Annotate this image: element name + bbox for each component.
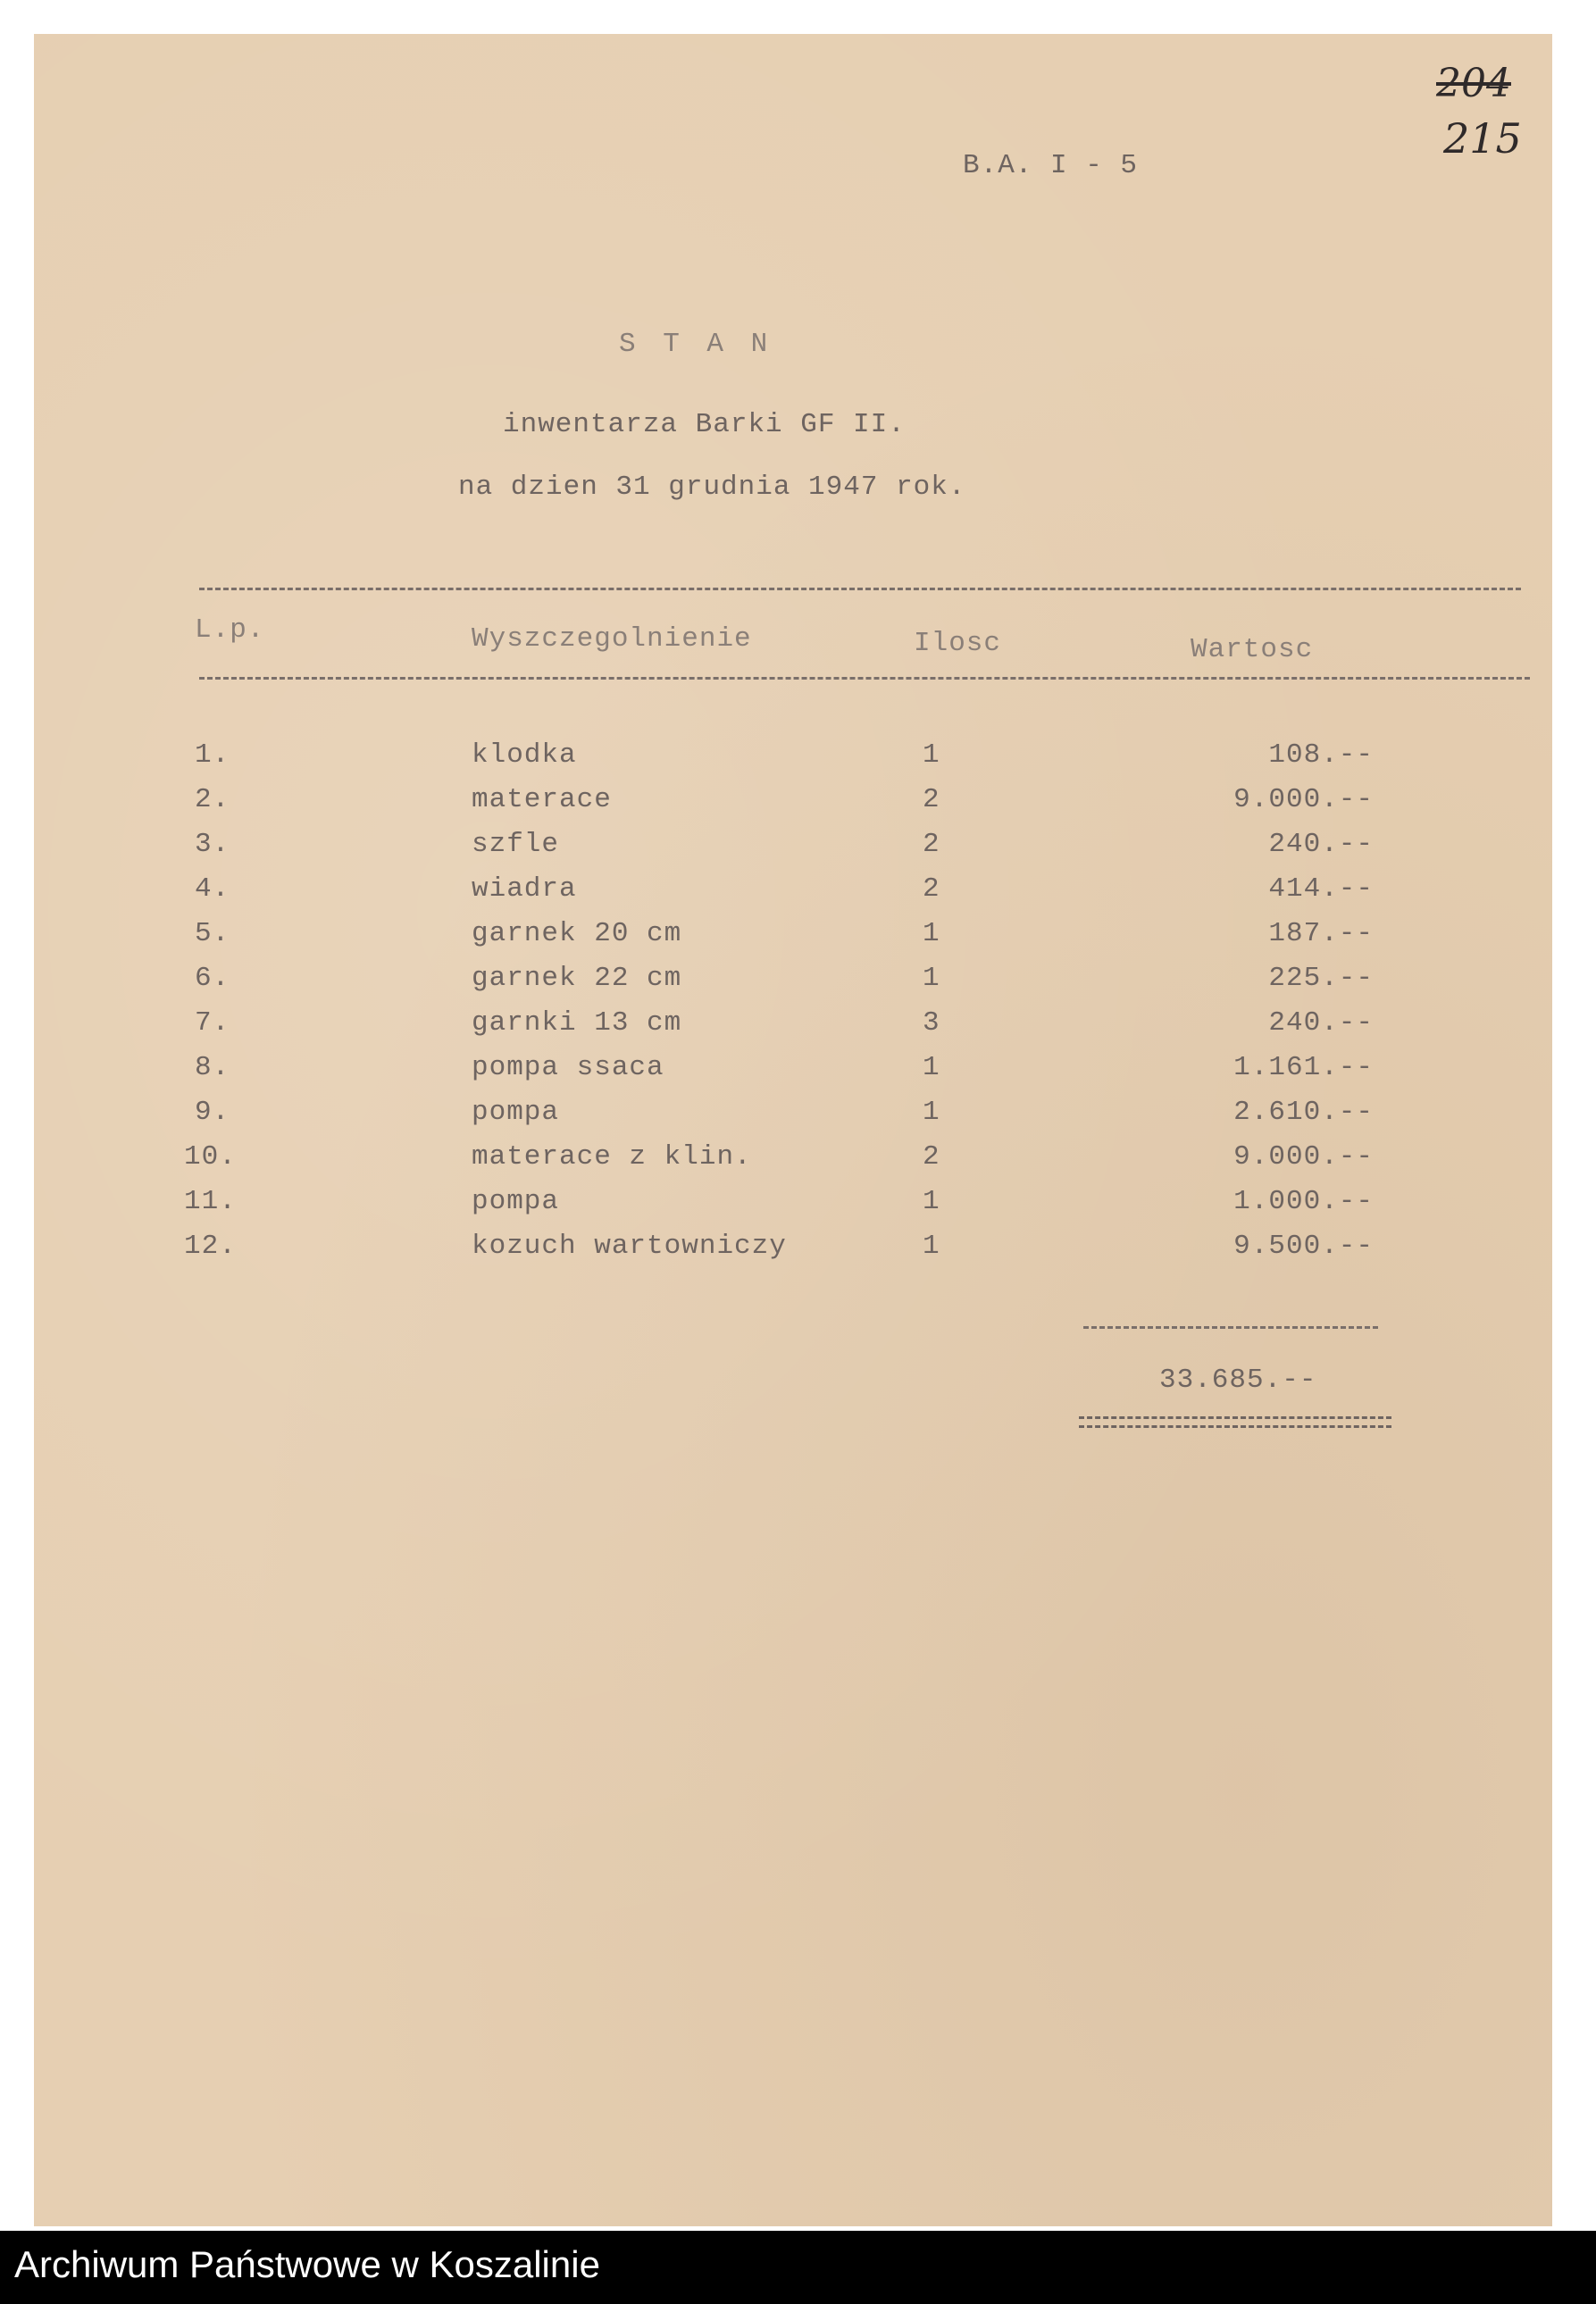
row-quantity: 1 [923, 918, 940, 949]
row-item-name: materace [472, 784, 612, 815]
table-row [34, 829, 1552, 873]
row-lp: 4. [195, 873, 230, 905]
row-item-name: pompa ssaca [472, 1052, 664, 1083]
row-item-name: materace z klin. [472, 1141, 752, 1173]
row-lp: 12. [184, 1231, 237, 1262]
row-value: 240.-- [1268, 829, 1374, 860]
row-value: 9.500.-- [1233, 1231, 1374, 1262]
table-row [34, 918, 1552, 963]
row-item-name: garnek 22 cm [472, 963, 682, 994]
row-item-name: pompa [472, 1186, 560, 1217]
row-lp: 3. [195, 829, 230, 860]
table-row [34, 1097, 1552, 1141]
row-item-name: klodka [472, 739, 577, 771]
column-header-value: Wartosc [1191, 634, 1314, 665]
row-value: 9.000.-- [1233, 784, 1374, 815]
row-lp: 2. [195, 784, 230, 815]
row-value: 240.-- [1268, 1007, 1374, 1039]
row-lp: 1. [195, 739, 230, 771]
document-sheet [34, 34, 1552, 2226]
total-rule [1083, 1326, 1378, 1329]
row-quantity: 2 [923, 829, 940, 860]
row-lp: 9. [195, 1097, 230, 1128]
row-item-name: garnek 20 cm [472, 918, 682, 949]
table-row [34, 1186, 1552, 1231]
row-quantity: 1 [923, 1097, 940, 1128]
row-quantity: 1 [923, 1052, 940, 1083]
row-quantity: 1 [923, 1231, 940, 1262]
row-value: 1.161.-- [1233, 1052, 1374, 1083]
row-value: 9.000.-- [1233, 1141, 1374, 1173]
row-value: 187.-- [1268, 918, 1374, 949]
table-row [34, 784, 1552, 829]
row-lp: 5. [195, 918, 230, 949]
row-quantity: 2 [923, 873, 940, 905]
row-value: 2.610.-- [1233, 1097, 1374, 1128]
row-item-name: garnki 13 cm [472, 1007, 682, 1039]
table-row [34, 1231, 1552, 1275]
row-quantity: 2 [923, 784, 940, 815]
table-row [34, 739, 1552, 784]
row-quantity: 1 [923, 963, 940, 994]
document-date-line: na dzien 31 grudnia 1947 rok. [458, 472, 966, 503]
row-lp: 11. [184, 1186, 237, 1217]
row-item-name: kozuch wartowniczy [472, 1231, 787, 1262]
row-value: 1.000.-- [1233, 1186, 1374, 1217]
row-item-name: wiadra [472, 873, 577, 905]
row-value: 414.-- [1268, 873, 1374, 905]
header-rule-top [199, 588, 1521, 590]
row-quantity: 3 [923, 1007, 940, 1039]
row-quantity: 2 [923, 1141, 940, 1173]
row-value: 108.-- [1268, 739, 1374, 771]
page-number: 215 [1443, 114, 1522, 163]
archive-label: Archiwum Państwowe w Koszalinie [14, 2243, 600, 2285]
table-row [34, 1052, 1552, 1097]
table-row [34, 963, 1552, 1007]
row-lp: 6. [195, 963, 230, 994]
archive-footer [0, 2231, 1596, 2304]
page-number-crossed: 204 [1436, 61, 1511, 106]
column-header-lp: L.p. [195, 614, 265, 646]
document-reference: B.A. I - 5 [963, 150, 1139, 181]
row-quantity: 1 [923, 739, 940, 771]
column-header-name: Wyszczegolnienie [472, 623, 752, 655]
total-double-rule [1079, 1416, 1391, 1428]
table-row [34, 1007, 1552, 1052]
row-item-name: szfle [472, 829, 560, 860]
header-rule-bottom [199, 677, 1530, 680]
column-header-qty: Ilosc [914, 628, 1002, 659]
table-row [34, 1141, 1552, 1186]
document-subtitle: inwentarza Barki GF II. [503, 409, 906, 440]
table-row [34, 873, 1552, 918]
row-lp: 7. [195, 1007, 230, 1039]
total-value: 33.685.-- [1159, 1365, 1317, 1396]
row-item-name: pompa [472, 1097, 560, 1128]
document-title: S T A N [619, 329, 773, 360]
row-quantity: 1 [923, 1186, 940, 1217]
row-lp: 8. [195, 1052, 230, 1083]
row-value: 225.-- [1268, 963, 1374, 994]
row-lp: 10. [184, 1141, 237, 1173]
